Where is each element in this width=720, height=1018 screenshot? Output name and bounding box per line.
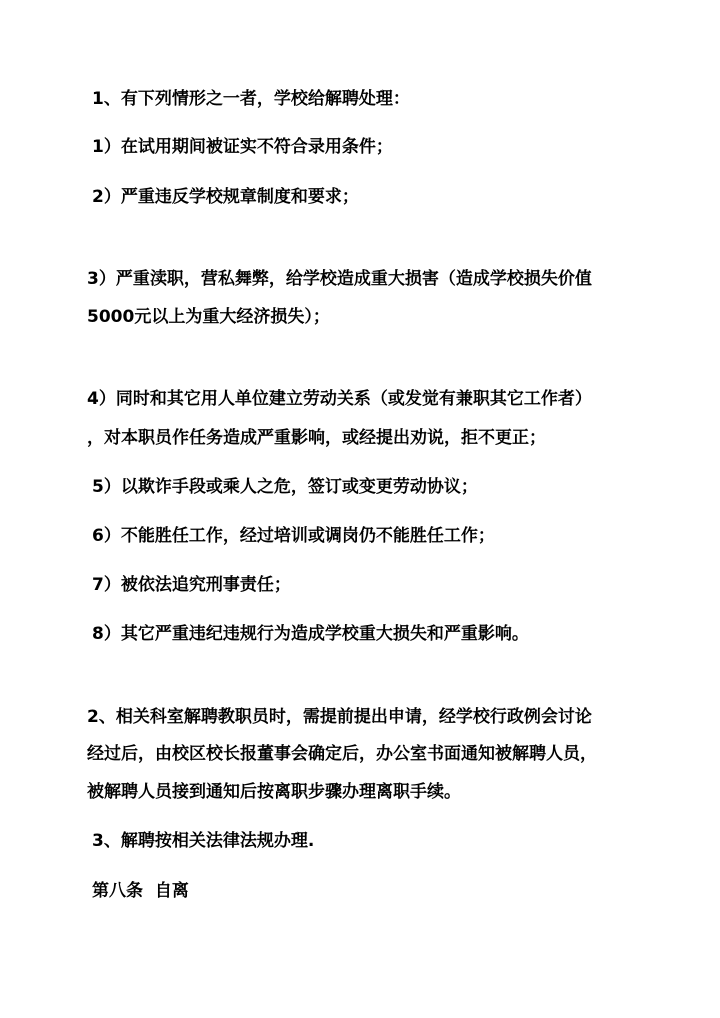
clause-3: 3、解聘按相关法律法规办理. [92, 831, 315, 851]
clause-2-line-3: 被解聘人员接到通知后按离职步骤办理离职手续。 [87, 782, 461, 802]
clause-1-item-5: 5）以欺诈手段或乘人之危，签订或变更劳动协议； [92, 477, 478, 497]
clause-1-item-4-line-2: ，对本职员作任务造成严重影响，或经提出劝说，拒不更正； [87, 428, 546, 448]
clause-1-item-4-line-1: 4）同时和其它用人单位建立劳动关系（或发觉有兼职其它工作者） [87, 389, 592, 409]
clause-2-line-1: 2、相关科室解聘教职员时，需提前提出申请，经学校行政例会讨论 [87, 707, 592, 727]
clause-1-item-2: 2）严重违反学校规章制度和要求； [92, 187, 359, 207]
clause-1-item-3-line-2: 5000元以上为重大经济损失）； [87, 307, 330, 327]
clause-2-line-2: 经过后，由校区校长报董事会确定后，办公室书面通知被解聘人员， [87, 744, 597, 764]
clause-1-item-1: 1）在试用期间被证实不符合录用条件； [92, 137, 393, 157]
clause-1-item-7: 7）被依法追究刑事责任； [92, 575, 291, 595]
clause-1-item-8: 8）其它严重违纪违规行为造成学校重大损失和严重影响。 [92, 624, 529, 644]
article-8-heading: 第八条 自离 [92, 881, 189, 901]
clause-1-heading: 1、有下列情形之一者，学校给解聘处理： [92, 89, 410, 109]
clause-1-item-3-line-1: 3）严重渎职，营私舞弊，给学校造成重大损害（造成学校损失价值 [87, 269, 592, 289]
clause-1-item-6: 6）不能胜任工作，经过培训或调岗仍不能胜任工作； [92, 526, 495, 546]
